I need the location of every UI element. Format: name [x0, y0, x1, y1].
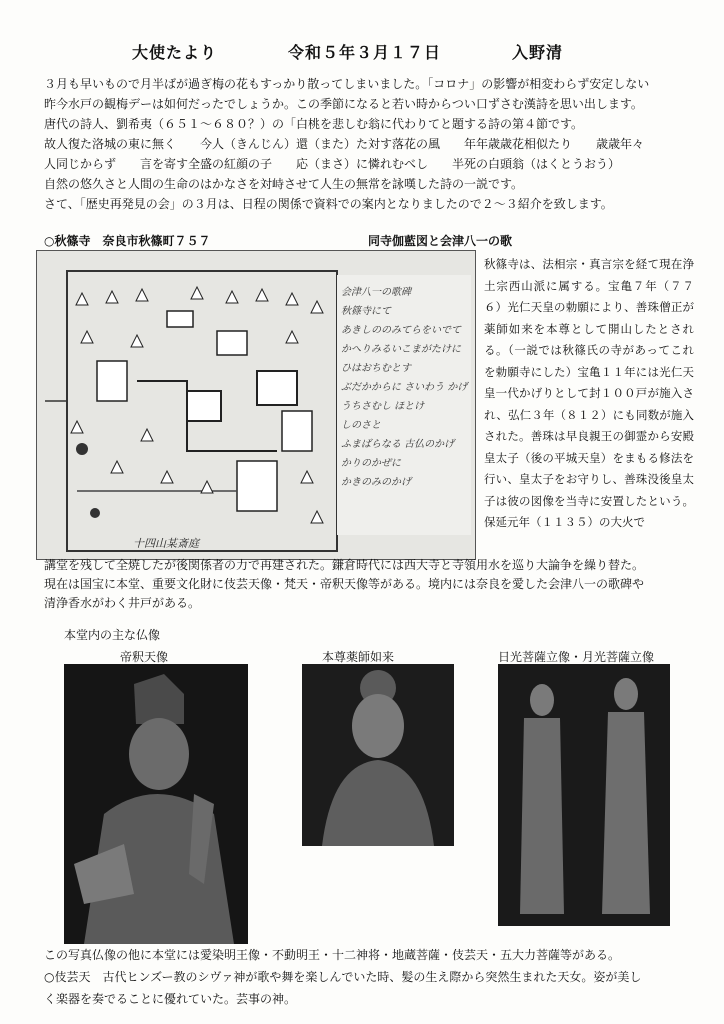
map-caption: 同寺伽藍図と会津八一の歌 [368, 234, 513, 248]
temple-description [484, 254, 694, 534]
footer-line: この写真仏像の他に本堂には愛染明王像・不動明王・十二神将・地蔵菩薩・伎芸天・五大力菩薩等がある。 [44, 948, 621, 962]
map-poem-line: うちさむし ほとけ [341, 401, 425, 412]
newsletter-author: 入野清 [512, 43, 564, 62]
map-poem-line: しのさと [341, 420, 381, 431]
taishakuten-photo [64, 664, 248, 944]
temple-history [44, 556, 704, 613]
buddha-section-heading: 本堂内の主な仏像 [64, 628, 161, 642]
intro-paragraph [44, 74, 694, 214]
map-poem-line: かきのみのかげ [341, 477, 411, 488]
section-heading [44, 232, 694, 250]
intro-line: 昨今水戸の観梅デーは如何だったでしょうか。この季節になると若い時からつい口ずさむ漢詩を思い出します。 [44, 97, 643, 111]
history-line: 現在は国宝に本堂、重要文化財に伎芸天像・梵天・帝釈天像等がある。境内には奈良を愛した会津八一の歌碑や [44, 577, 645, 591]
intro-line: 自然の悠久さと人間の生命のはかなさを対峙させて人生の無常を詠嘆した詩の一説です。 [44, 177, 524, 191]
history-line: 清浄香水がわく井戸がある。 [44, 596, 201, 610]
map-poem-line: ぶだかからに さいわう かげ [341, 382, 468, 393]
intro-line: 故人復た洛城の東に無く 今人（きんじん）還（また）た対す落花の風 年年歳歳花相似たり 歳歳年々 [44, 137, 645, 151]
footer-line: ○伎芸天 古代ヒンズー教のシヴァ神が歌や舞を楽しんでいた時、髪の生え際から突然生まれた天女。姿が美し [44, 970, 642, 984]
intro-line: 唐代の詩人、劉希夷（６５１〜６８０？）の「白桃を悲しむ翁に代わりてと題する詩の第４節です。 [44, 117, 584, 131]
map-poem-line: あきしののみてらをいでて [341, 325, 461, 336]
caption-taishakuten: 帝釈天像 [120, 650, 169, 664]
map-poem-line: 会津八一の歌碑 [341, 287, 411, 298]
footer-text [44, 944, 704, 1010]
intro-line: さて、「歴史再発見の会」の３月は、日程の関係で資料での案内となりましたので２〜３紹介を致します。 [44, 197, 613, 211]
map-poem-line: かりのかぜに [341, 458, 401, 469]
caption-nikko-gakko: 日光菩薩立像・月光菩薩立像 [498, 650, 655, 664]
map-poem-line: かへりみるいこまがたけに [341, 344, 461, 355]
map-poem-line: ひはおちむとす [341, 363, 411, 374]
map-poem [341, 283, 473, 492]
temple-description-text: 秋篠寺は、法相宗・真言宗を経て現在浄土宗西山派に属する。宝亀７年（７７６）光仁天皇の勅願により、善珠僧正が薬師如来を本尊として開山したとされる。（一説では秋篠氏の寺があってこれを勅願寺にした）宝亀１１年には光仁天皇一代かげりとして封１００戸が施入され、弘仁３年（８１２）にも同数が施入された。善珠は早良親王の御霊から安殿皇太子（後の平城天皇）をまもる修法を行い、皇太子をお守りし、善珠没後皇太子は彼の図像を当寺に安置したという。保延元年（１１３５）の大火で [484, 257, 694, 529]
intro-line: ３月も早いもので月半ばが過ぎ梅の花もすっかり散ってしまいました。「コロナ」の影響が相変わらず安定しない [44, 77, 650, 91]
map-poem-line: 秋篠寺にて [341, 306, 391, 317]
history-line: 講堂を残して全焼したが後関係者の力で再建された。鎌倉時代には西大寺と寺領用水を巡り大論争を繰り替た。 [44, 558, 645, 572]
nikko-gakko-photo [498, 664, 670, 926]
temple-layout-map [36, 250, 476, 560]
caption-yakushi: 本尊薬師如来 [322, 650, 395, 664]
map-bottom-label: 十四山某斎庭 [133, 537, 199, 550]
map-poem-line: ふまばらなる 古仏のかげ [341, 439, 455, 450]
temple-heading: ○秋篠寺 奈良市秋篠町７５７ [44, 234, 211, 248]
newsletter-title: 大使たより [132, 43, 218, 62]
intro-line: 人同じからず 言を寄す全盛の紅顔の子 応（まさ）に憐れむべし 半死の白頭翁（はくとうおう） [44, 157, 621, 171]
newsletter-header [0, 40, 724, 64]
yakushi-photo [302, 664, 454, 846]
newsletter-date: 令和５年３月１７日 [288, 43, 442, 62]
footer-line: く楽器を奏でることに優れていた。芸事の神。 [44, 992, 297, 1006]
